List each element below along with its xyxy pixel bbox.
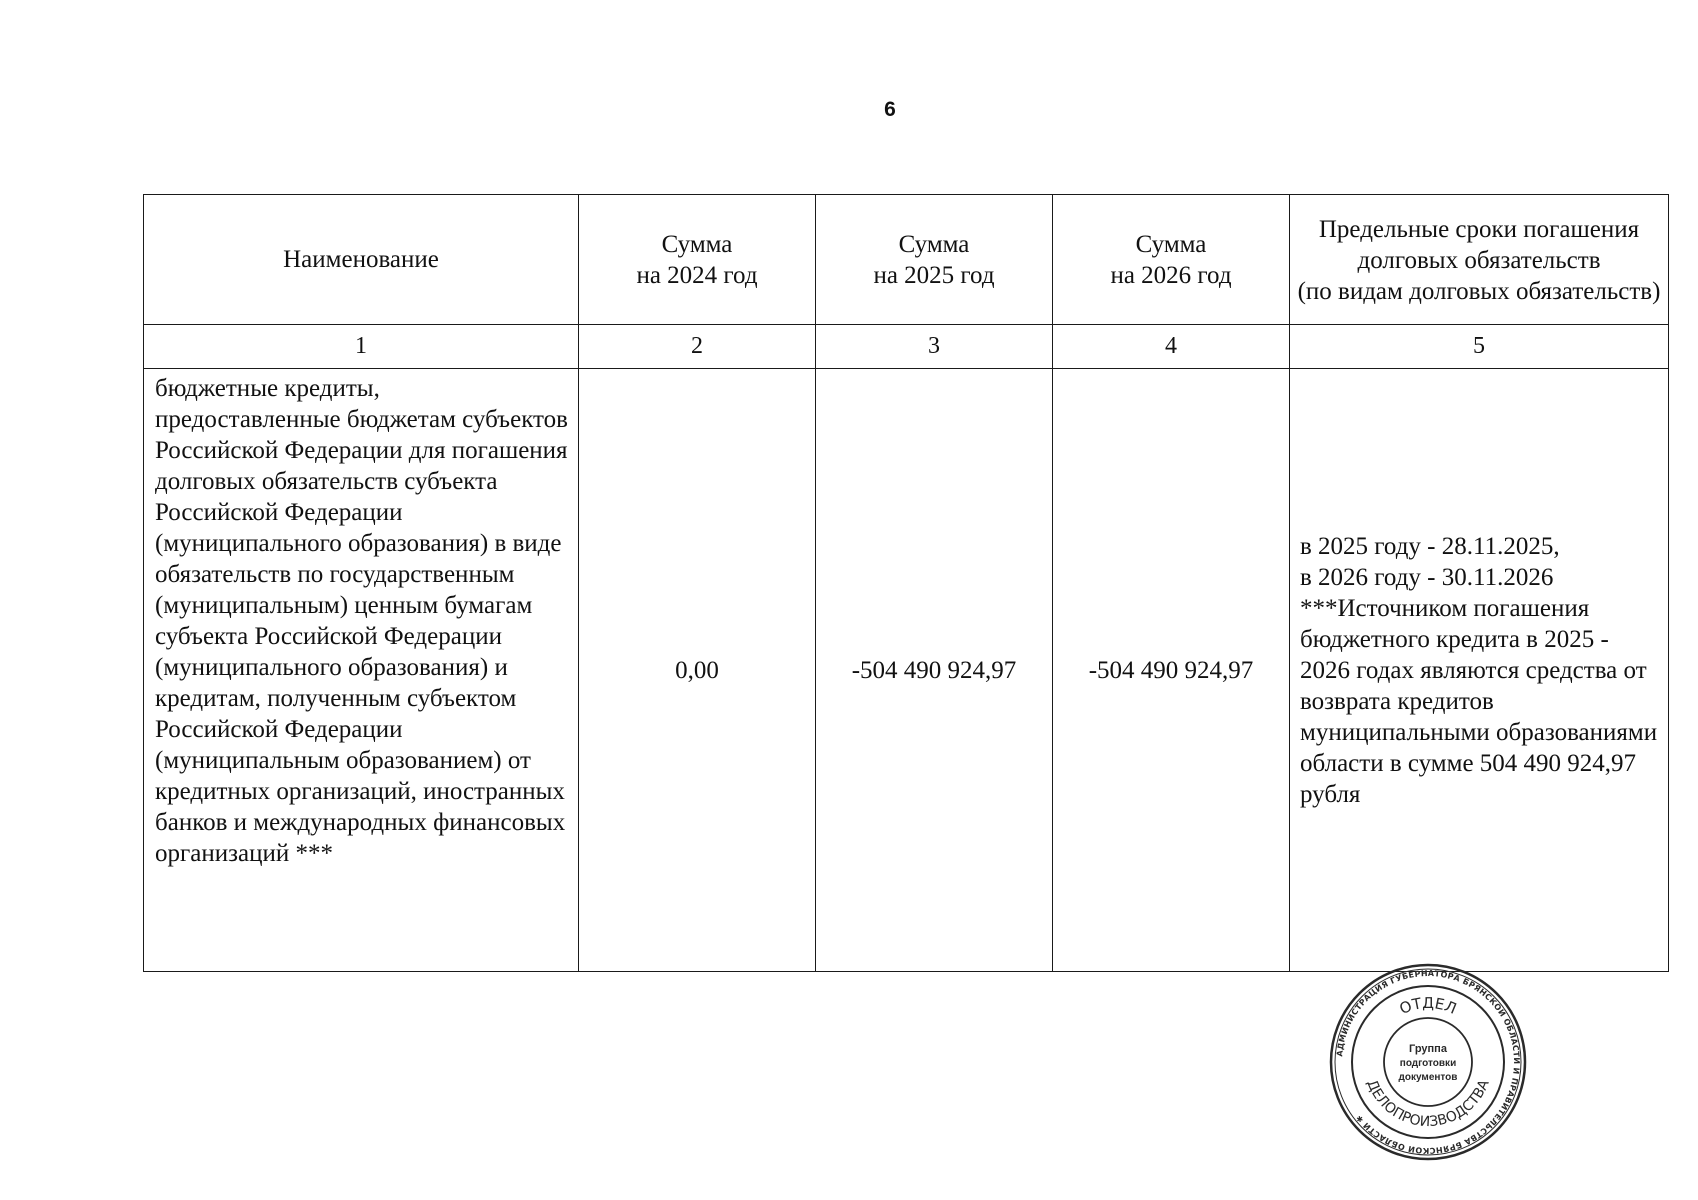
header-terms-text: Предельные сроки погашения долговых обязательств (по видам долговых обязательств) xyxy=(1297,216,1661,305)
row-terms-text: в 2025 году - 28.11.2025, в 2026 году - 30.11.2026 ***Источником погашения бюджетного кредита в 2025 - 2026 годах являются средства от возврата кредитов муниципальными образованиями области в сумме 504 490 924,97 рубля xyxy=(1300,532,1658,808)
stamp-inner-top: ОТДЕЛ xyxy=(1396,993,1460,1018)
header-sum-2024 xyxy=(579,195,816,325)
column-number-row xyxy=(144,325,1669,369)
stamp-center-line-3: документов xyxy=(1398,1072,1458,1083)
header-sum-2026-text: Сумма на 2026 год xyxy=(1110,230,1232,289)
row-sum-2026: -504 490 924,97 xyxy=(1053,369,1290,972)
page-number: 6 xyxy=(884,98,896,121)
header-sum-2024-text: Сумма на 2024 год xyxy=(636,230,758,289)
row-sum-2024: 0,00 xyxy=(579,369,816,972)
row-terms xyxy=(1290,369,1669,972)
column-number-2: 2 xyxy=(579,325,816,369)
row-sum-2025: -504 490 924,97 xyxy=(816,369,1053,972)
column-number-5: 5 xyxy=(1290,325,1669,369)
debt-table xyxy=(143,194,1669,972)
stamp-center-line-2: подготовки xyxy=(1399,1058,1457,1069)
stamp-outer-text: АДМИНИСТРАЦИЯ ГУБЕРНАТОРА БРЯНСКОЙ ОБЛАСТИ И ПРАВИТЕЛЬСТВА БРЯНСКОЙ ОБЛАСТИ ✱ xyxy=(1335,968,1522,1156)
stamp-inner-bottom: ДЕЛОПРОИЗВОДСТВА xyxy=(1363,1077,1493,1131)
header-name xyxy=(144,195,579,325)
header-sum-2026 xyxy=(1053,195,1290,325)
header-sum-2025-text: Сумма на 2025 год xyxy=(873,230,995,289)
header-sum-2025 xyxy=(816,195,1053,325)
header-name-text: Наименование xyxy=(283,246,439,273)
header-terms xyxy=(1290,195,1669,325)
stamp-center-line-1: Группа xyxy=(1409,1043,1447,1055)
row-name: бюджетные кредиты, предоставленные бюджетам субъектов Российской Федерации для погашения долговых обязательств субъекта Российской Федерации (муниципального образования) в виде обязательств по государственным (муниципальным) ценным бумагам субъекта Российской Федерации (муниципального образования) и кредитам, полученным субъектом Российской Федерации (муниципальным образованием) от кредитных организаций, иностранных банков и международных финансовых организаций *** xyxy=(144,369,579,972)
column-number-4: 4 xyxy=(1053,325,1290,369)
column-number-1: 1 xyxy=(144,325,579,369)
table-row xyxy=(144,369,1669,972)
header-row xyxy=(144,195,1669,325)
column-number-3: 3 xyxy=(816,325,1053,369)
office-stamp xyxy=(1328,962,1528,1162)
